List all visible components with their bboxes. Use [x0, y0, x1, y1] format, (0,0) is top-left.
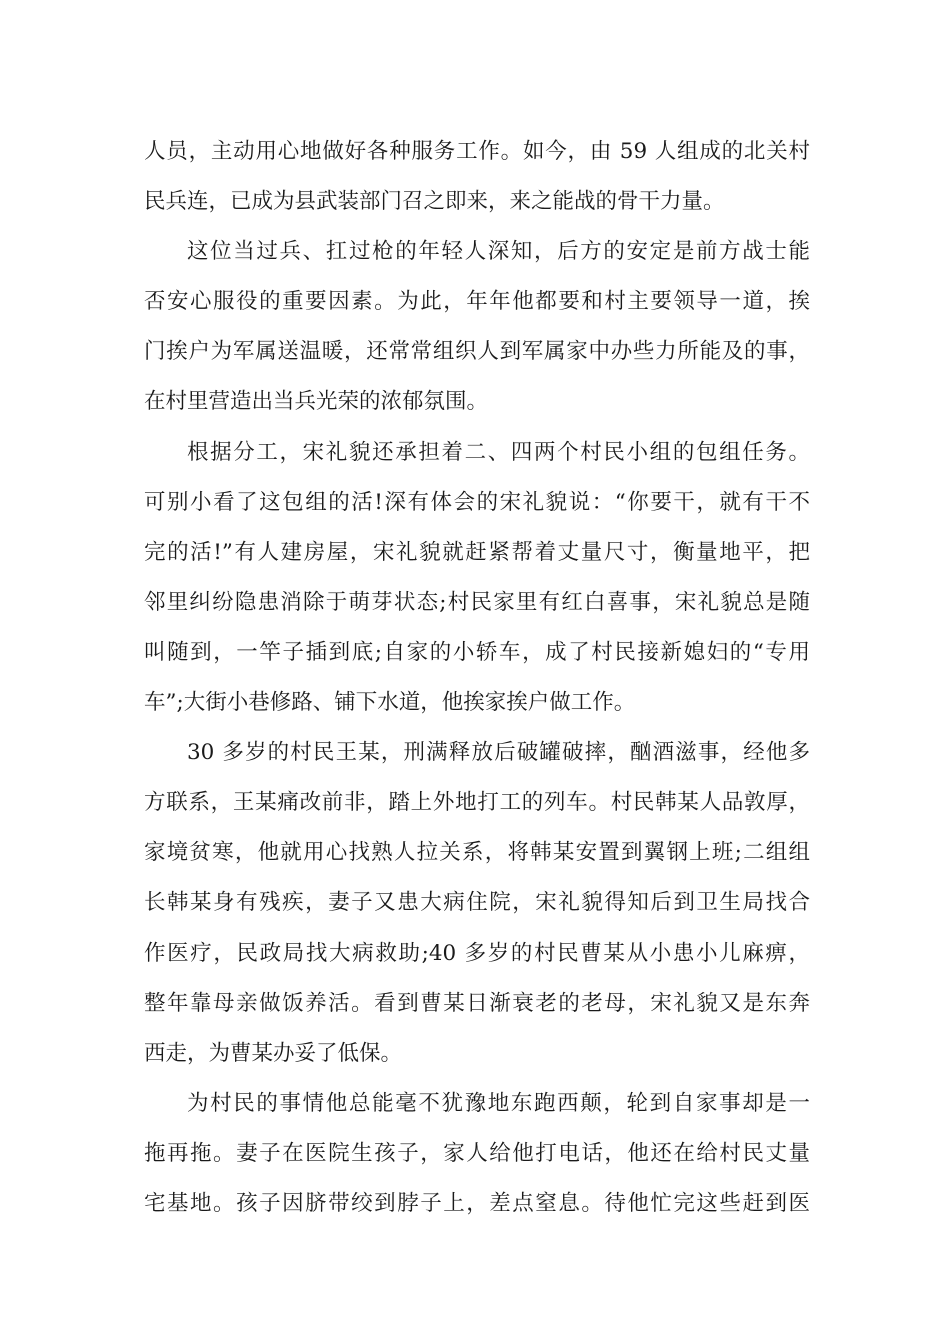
text-line: 在村里营造出当兵光荣的浓郁氛围。	[144, 389, 489, 415]
text-line: 这位当过兵、扛过枪的年轻人深知，后方的安定是前方战士能	[187, 239, 810, 265]
text-line: 门挨户为军属送温暖，还常常组织人到军属家中办些力所能及的事，	[144, 339, 810, 365]
text-line: 叫随到，一竿子插到底;自家的小轿车，成了村民接新媳妇的“专用	[144, 639, 810, 665]
text-line: 可别小看了这包组的活!深有体会的宋礼貌说：“你要干，就有干不	[144, 489, 810, 515]
text-line: 西走，为曹某办妥了低保。	[144, 1040, 403, 1066]
text-line: 30 多岁的村民王某，刑满释放后破罐破摔，酗酒滋事，经他多	[187, 740, 810, 766]
text-line: 邻里纠纷隐患消除于萌芽状态;村民家里有红白喜事，宋礼貌总是随	[144, 589, 810, 615]
text-line: 整年靠母亲做饭养活。看到曹某日渐衰老的老母，宋礼貌又是东奔	[144, 990, 810, 1016]
text-line: 民兵连，已成为县武装部门召之即来，来之能战的骨干力量。	[144, 189, 725, 215]
body-text	[144, 127, 810, 1229]
text-line: 宅基地。孩子因脐带绞到脖子上，差点窒息。待他忙完这些赶到医	[144, 1190, 810, 1216]
text-line: 长韩某身有残疾，妻子又患大病住院，宋礼貌得知后到卫生局找合	[144, 890, 810, 916]
text-line: 否安心服役的重要因素。为此，年年他都要和村主要领导一道，挨	[144, 289, 810, 315]
text-line: 作医疗，民政局找大病救助;40 多岁的村民曹某从小患小儿麻痹，	[144, 940, 810, 966]
text-line: 人员，主动用心地做好各种服务工作。如今，由 59 人组成的北关村	[144, 139, 810, 164]
text-line: 方联系，王某痛改前非，踏上外地打工的列车。村民韩某人品敦厚，	[144, 790, 810, 816]
text-line: 家境贫寒，他就用心找熟人拉关系，将韩某安置到翼钢上班;二组组	[144, 840, 810, 866]
text-line: 完的活!”有人建房屋，宋礼貌就赶紧帮着丈量尺寸，衡量地平，把	[144, 539, 810, 565]
text-line: 拖再拖。妻子在医院生孩子，家人给他打电话，他还在给村民丈量	[144, 1140, 810, 1166]
text-line: 根据分工，宋礼貌还承担着二、四两个村民小组的包组任务。	[187, 439, 810, 465]
text-line: 车”;大街小巷修路、铺下水道，他挨家挨户做工作。	[144, 690, 636, 716]
text-line: 为村民的事情他总能毫不犹豫地东跑西颠，轮到自家事却是一	[187, 1090, 810, 1116]
